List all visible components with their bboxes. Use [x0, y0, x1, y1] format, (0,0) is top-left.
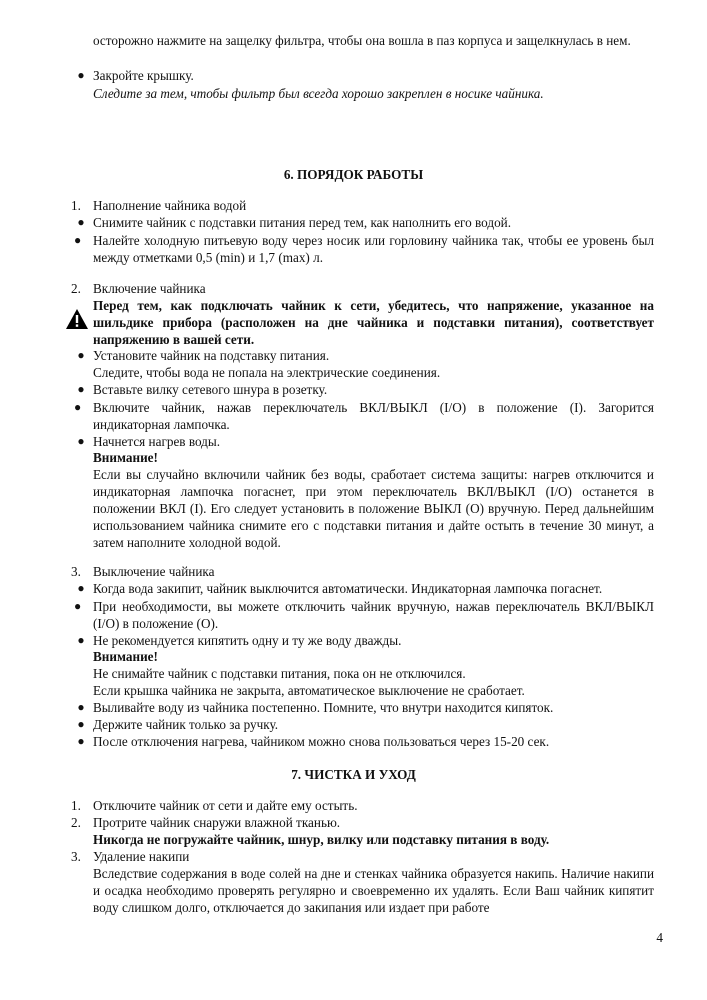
list-item: 2. Протрите чайник снаружи влажной тканью.: [71, 815, 341, 830]
bullet-icon: ●: [77, 734, 85, 748]
immersion-warning: Никогда не погружайте чайник, шнур, вилку или подставку питания в воду.: [93, 832, 550, 847]
attention-line: Не снимайте чайник с подставки питания, пока он не отключился.: [93, 666, 466, 681]
step-number: 1.: [71, 198, 81, 213]
bullet-icon: ●: [77, 633, 85, 647]
attention-label: Внимание!: [93, 450, 158, 465]
attention-label: Внимание!: [93, 649, 158, 664]
close-lid-text: Закройте крышку.: [93, 68, 194, 83]
list-item: ● Держите чайник только за ручку.: [93, 716, 654, 733]
bullet-icon: ●: [77, 700, 85, 714]
bullet-icon: ●: [74, 599, 82, 613]
descaling-text: Вследствие содержания в воде солей на дне и стенках чайника образуется накипь. Наличие накипи и осадка необходимо проверять регулярно и своевременно их удалять. Если Ваш чайник кипятит воду слишком долго, отключается до закипания или издает при работе: [93, 866, 654, 915]
warning-triangle-icon: [65, 308, 89, 330]
stand-note: Следите, чтобы вода не попала на электрические соединения.: [93, 365, 441, 380]
bullet-icon: ●: [77, 434, 85, 448]
bullet-icon: ●: [77, 348, 85, 362]
bullet-icon: ●: [77, 68, 85, 82]
list-item: 1. Отключите чайник от сети и дайте ему остыть.: [71, 798, 358, 813]
filter-latch-text: осторожно нажмите на защелку фильтра, чтобы она вошла в паз корпуса и защелкнулась в нем.: [93, 33, 631, 48]
list-item: ● Выливайте воду из чайника постепенно. Помните, что внутри находится кипяток.: [93, 699, 654, 716]
filter-note: Следите за тем, чтобы фильтр был всегда хорошо закреплен в носике чайника.: [93, 86, 544, 101]
voltage-warning: Перед тем, как подключать чайник к сети, убедитесь, что напряжение, указанное на шильдике прибора (расположен на дне чайника и подставки питания), соответствует напряжению в вашей сети.: [93, 298, 654, 347]
list-item: ● Вставьте вилку сетевого шнура в розетку.: [93, 381, 654, 398]
list-item: ● Когда вода закипит, чайник выключится автоматически. Индикаторная лампочка погаснет.: [93, 580, 654, 597]
bullet-icon: ●: [77, 717, 85, 731]
attention-line: Если крышка чайника не закрыта, автоматическое выключение не сработает.: [93, 683, 525, 698]
list-item: ● Установите чайник на подставку питания.: [93, 347, 654, 364]
item-number: 1.: [71, 798, 81, 813]
item-number: 2.: [71, 815, 81, 830]
page-number: 4: [656, 930, 663, 945]
list-item: ● При необходимости, вы можете отключить чайник вручную, нажав переключатель ВКЛ/ВЫКЛ (I/O) в положение (O).: [74, 599, 654, 631]
step-number: 3.: [71, 564, 81, 579]
close-lid-item: [77, 67, 654, 84]
step-3-title: 3. Выключение чайника: [71, 564, 215, 579]
list-item: 3. Удаление накипи: [71, 849, 190, 864]
step-1-title: 1. Наполнение чайника водой: [71, 198, 247, 213]
list-item: ● Не рекомендуется кипятить одну и ту же воду дважды.: [93, 632, 654, 649]
list-item: ● Включите чайник, нажав переключатель ВКЛ/ВЫКЛ (I/O) в положение (I). Загорится индикаторная лампочка.: [74, 400, 654, 432]
attention-text: Если вы случайно включили чайник без воды, сработает система защиты: нагрев отключится и индикаторная лампочка погаснет, при этом переключатель ВКЛ/ВЫКЛ (I/O) останется в положении ВКЛ (I). Его следует установить в положение ВЫКЛ (O) вручную. Перед дальнейшим использованием чайника снимите его с подставки питания и дайте остыть в течение 30 минут, а затем наполните холодной водой.: [93, 467, 654, 550]
list-item: ● Снимите чайник с подставки питания перед тем, как наполнить его водой.: [93, 214, 654, 231]
step-2-title: 2. Включение чайника: [71, 281, 206, 296]
list-item: ● Налейте холодную питьевую воду через носик или горловину чайника так, чтобы ее уровень был между отметками 0,5 (min) и 1,7 (max) л.: [74, 233, 654, 265]
step-number: 2.: [71, 281, 81, 296]
section-7-heading: 7. ЧИСТКА И УХОД: [291, 767, 416, 782]
bullet-icon: ●: [77, 581, 85, 595]
bullet-icon: ●: [77, 382, 85, 396]
bullet-icon: ●: [77, 215, 85, 229]
bullet-icon: ●: [74, 233, 82, 247]
list-item: ● Начнется нагрев воды.: [93, 433, 654, 450]
section-6-heading: 6. ПОРЯДОК РАБОТЫ: [283, 167, 424, 182]
list-item: ● После отключения нагрева, чайником можно снова пользоваться через 15-20 сек.: [93, 733, 654, 750]
bullet-icon: ●: [74, 400, 82, 414]
item-number: 3.: [71, 849, 81, 864]
